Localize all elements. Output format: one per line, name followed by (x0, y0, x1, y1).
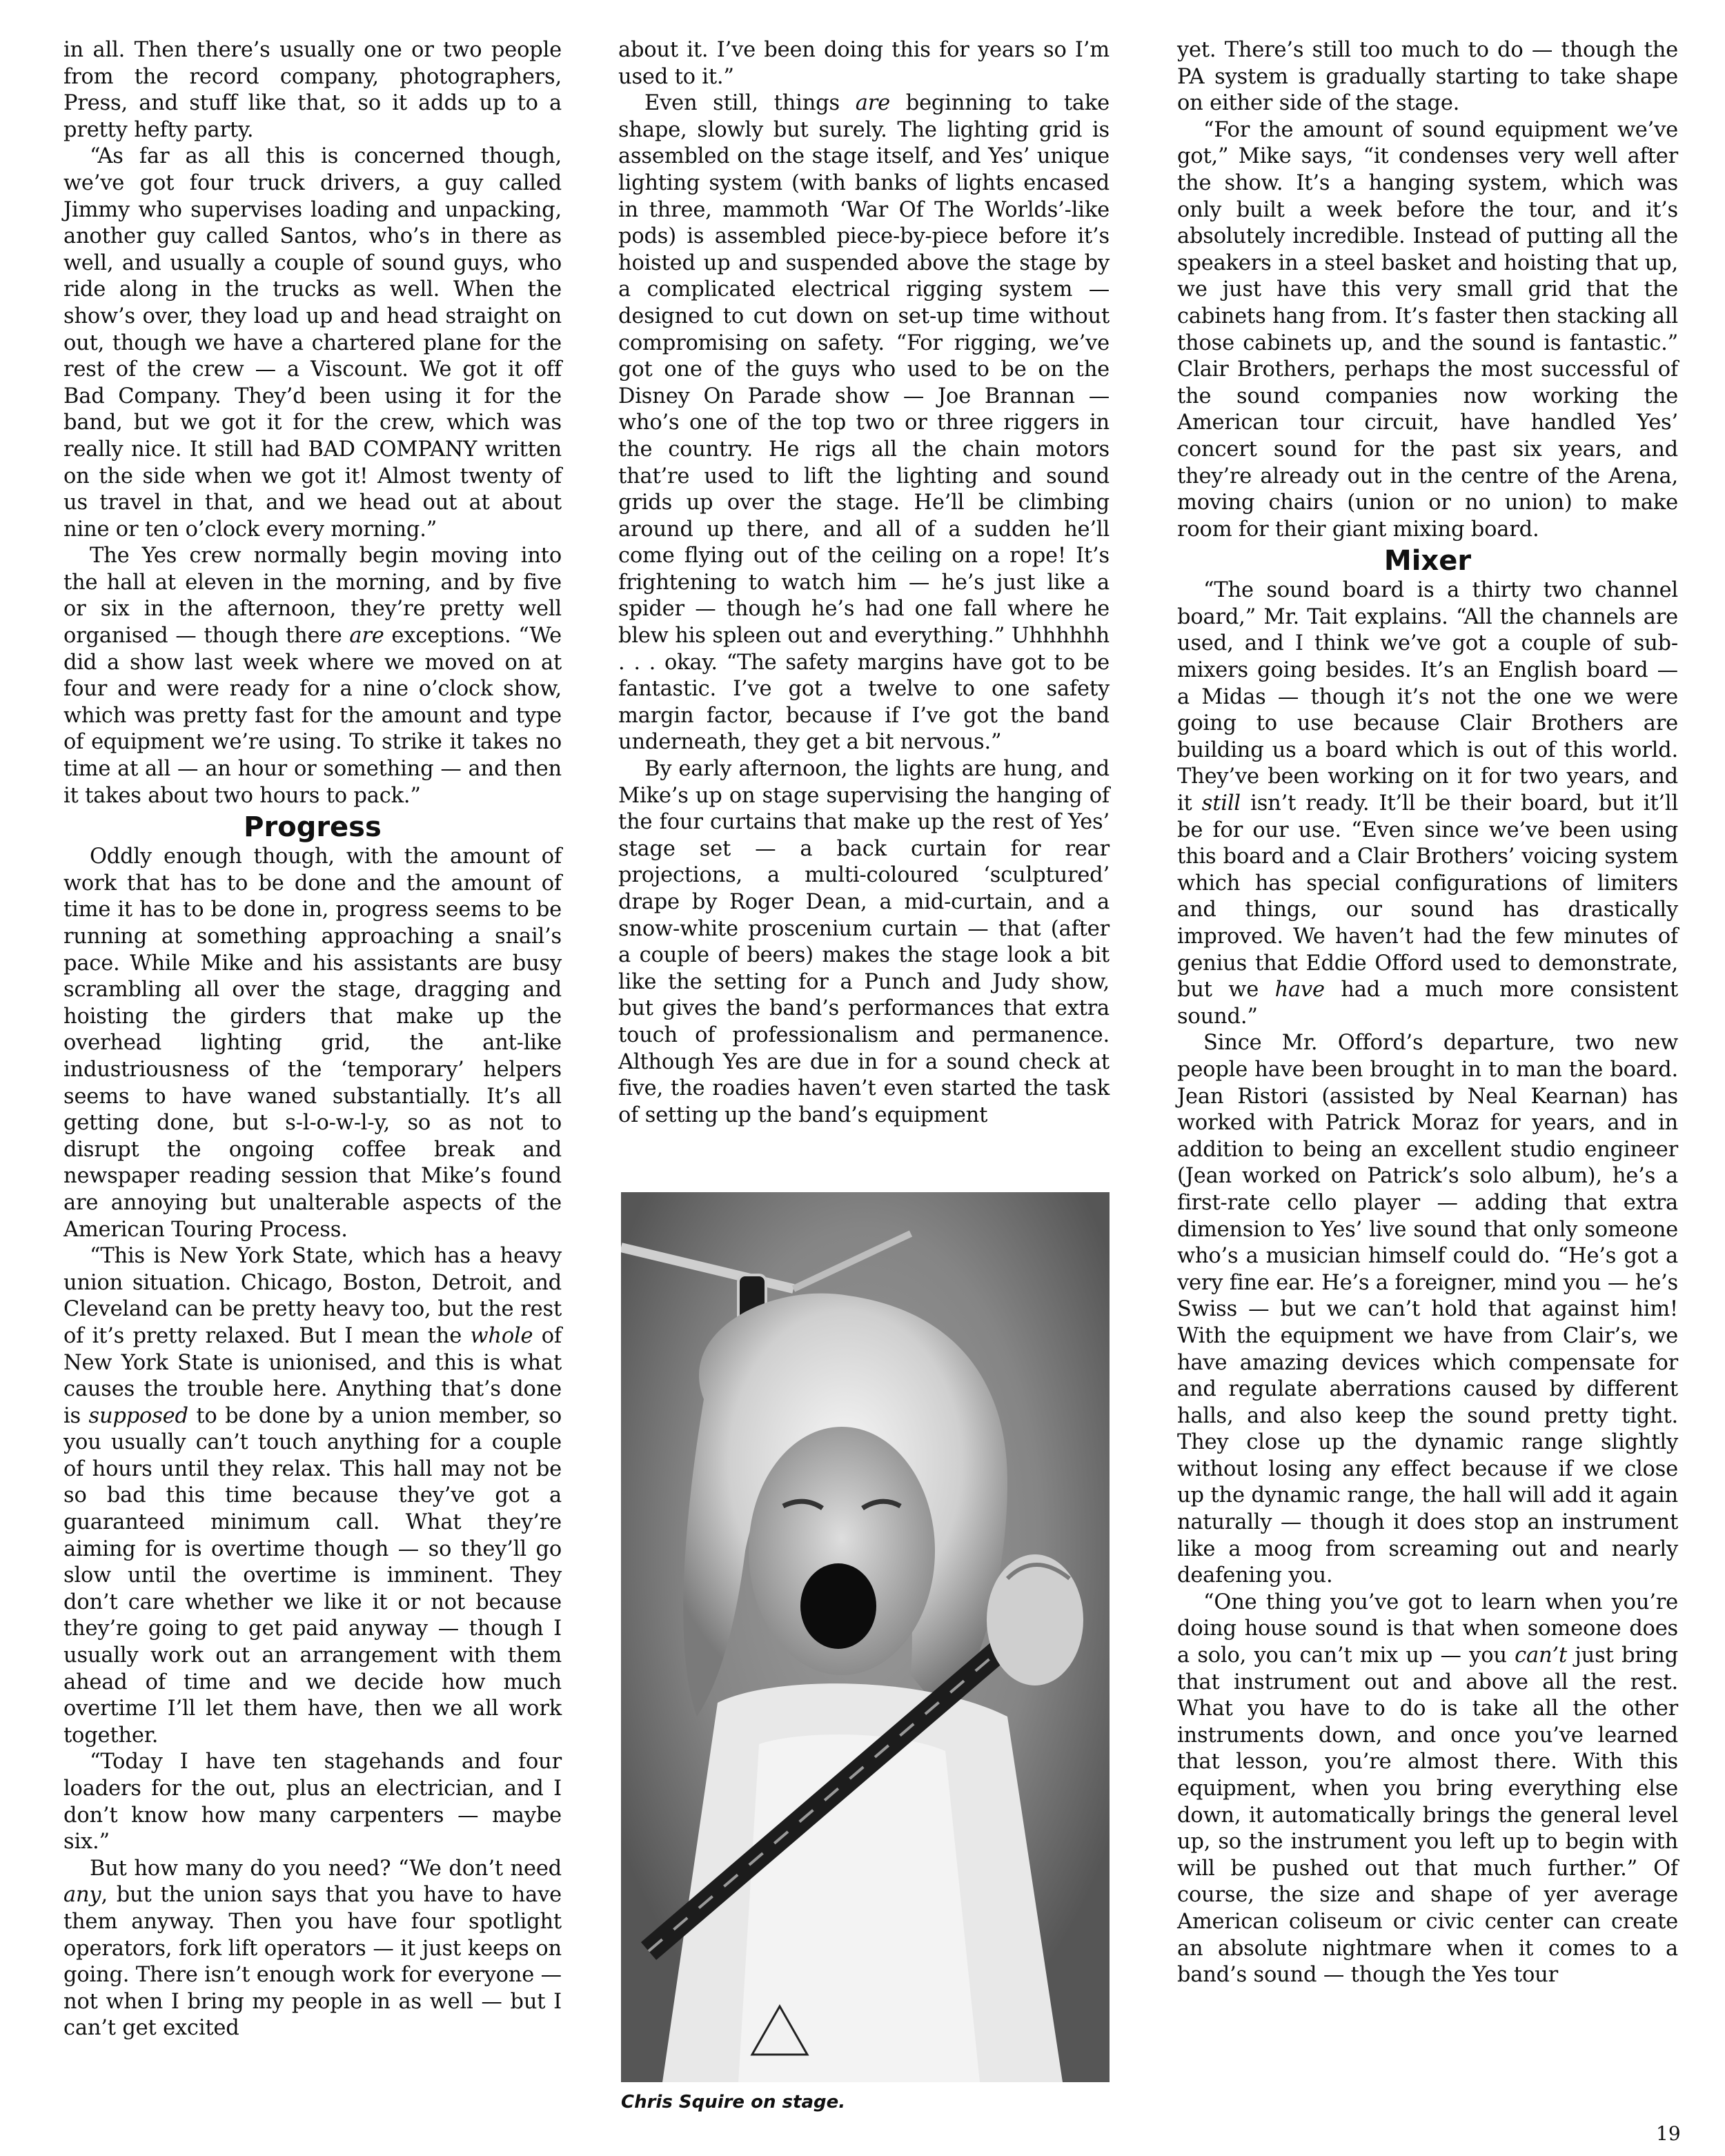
paragraph: Oddly enough though, with the amount of work that has to be done and the amount of time it has to be done in, progress seems to be running at something approaching a snail’s pace. While Mike and his assistants are busy scrambling all over the stage, dragging and hoisting the girders that make up the overhead lighting grid, the ant-like industriousness of the ‘temporary’ helpers seems to have waned substantially. It’s all getting done, but s-l-o-w-l-y, so as not to disrupt the ongoing coffee break and newspaper reading session that Mike’s found are annoying but unalterable aspects of the American Touring Process. (63, 844, 562, 1242)
section-heading-progress: Progress (244, 811, 382, 844)
paragraph: “Today I have ten stagehands and four loaders for the out, plus an electrician, and I don’t know how many carpenters — maybe six.” (63, 1750, 562, 1855)
paragraph: “This is New York State, which has a heavy union situation. Chicago, Boston, Detroit, and Cleveland can be pretty heavy too, but the rest of it’s pretty relaxed. But I mean the whole of New York State is unionised, and this is what causes the trouble here. Anything that’s done is supposed to be done by a union member, so you usually can’t touch anything for a couple of hours until they relax. This hall may not be so bad this time because they’ve got a guaranteed minimum call. What they’re aiming for is overtime though — so they’ll go slow until the overtime is imminent. They don’t care whether we like it or not because they’re going to get paid anyway — though I usually work out an arrangement with them ahead of time and we decide how much overtime I’ll let them have, then we all work together. (63, 1244, 562, 1748)
paragraph: about it. I’ve been doing this for years so I’m used to it.” (618, 38, 1110, 89)
paragraph: “One thing you’ve got to learn when you’re doing house sound is that when someone does a solo, you can’t mix up — you can’t just bring that instrument out and above all the rest. What you have to do is take all the other instruments down, and once you’ve learned that lesson, you’re almost there. With this equipment, when you bring everything else down, it automatically brings the general level up, so the instrument you left up to begin with will be pushed out that much further.” Of course, the size and shape of yer average American coliseum or civic center can create an absolute nightmare when it comes to a band’s sound — though the Yes tour (1177, 1590, 1679, 1988)
page-number: 19 (1656, 2122, 1681, 2145)
paragraph: yet. There’s still too much to do — though the PA system is gradually starting to take shape on either side of the stage. (1177, 38, 1678, 116)
photo-caption: Chris Squire on stage. (621, 2092, 846, 2113)
paragraph: “The sound board is a thirty two channel board,” Mr. Tait explains. “All the channels are used, and I think we’ve got a couple of sub-mixers going besides. It’s an English board — a Midas — though it’s not the one we were going to use because Clair Brothers are building us a board which is out of this world. They’ve been working on it for two years, and it still isn’t ready. It’ll be their board, but it’ll be for our use. “Even since we’ve been using this board and a Clair Brothers’ voicing system which has special configurations of limiters and things, our sound has drastically improved. We haven’t had the few minutes of genius that Eddie Offord used to demonstrate, but we have had a much more consistent sound.” (1177, 578, 1678, 1029)
paragraph: in all. Then there’s usually one or two people from the record company, photographers, Press, and stuff like that, so it adds up to a pretty hefty party. (63, 38, 562, 142)
photo-illustration (621, 1192, 1110, 2082)
paragraph: By early afternoon, the lights are hung, and Mike’s up on stage supervising the hanging of the four curtains that make up the rest of Yes’ stage set — a back curtain for rear projections, a multi-coloured ‘sculptured’ drape by Roger Dean, a mid-curtain, and a snow-white proscenium curtain — that (after a couple of beers) makes the stage look a bit like the setting for a Punch and Judy show, but gives the band’s performances that extra touch of professionalism and permanence. Although Yes are due in for a sound check at five, the roadies haven’t even started the task of setting up the band’s equipment (618, 757, 1110, 1127)
left-column (63, 37, 562, 2042)
concert-photo (621, 1192, 1110, 2082)
paragraph: But how many do you need? “We don’t need any, but the union says that you have to have them anyway. Then you have four spotlight operators, fork lift operators — it just keeps on going. There isn’t enough work for everyone — not when I bring my people in as well — but I can’t get excited (63, 1856, 562, 2041)
section-heading-mixer: Mixer (1383, 545, 1472, 577)
paragraph: “For the amount of sound equipment we’ve got,” Mike says, “it condenses very well after the show. It’s a hanging system, which was only built a week before the tour, and it’s absolutely incredible. Instead of putting all the speakers in a steel basket and hoisting that up, we just have this very small grid that the cabinets hang from. It’s faster then stacking all those cabinets up, and the sound is fantastic.” Clair Brothers, perhaps the most successful of the sound companies now working the American tour circuit, have handled Yes’ concert sound for the past six years, and they’re already out in the centre of the Arena, moving chairs (union or no union) to make room for their giant mixing board. (1177, 117, 1678, 542)
paragraph: The Yes crew normally begin moving into the hall at eleven in the morning, and by five or six in the afternoon, they’re pretty well organised — though there are exceptions. “We did a show last week where we moved on at four and were ready for a nine o’clock show, which was pretty fast for the amount and type of equipment we’re using. To strike it takes no time at all — an hour or something — and then it takes about two hours to pack.” (63, 544, 562, 808)
middle-column (618, 37, 1110, 1129)
paragraph: Since Mr. Offord’s departure, two new people have been brought in to man the board. Jean Ristori (assisted by Neal Kearnan) has worked with Patrick Moraz for years, and in addition to being an excellent studio engineer (Jean worked on Patrick’s solo album), he’s a first-rate cello player — adding that extra dimension to Yes’ live sound that only someone who’s a musician himself could do. “He’s got a very fine ear. He’s a foreigner, mind you — he’s Swiss — but we can’t hold that against him! With the equipment we have from Clair’s, we have amazing devices which compensate for and regulate aberrations caused by different halls, and also keep the sound pretty tight. They close up the dynamic range slightly without losing any effect because if we close up the dynamic range, the hall will add it again naturally — though it does stop an instrument like a moog from screaming out and nearly deafening you. (1177, 1031, 1678, 1588)
paragraph: Even still, things are beginning to take shape, slowly but surely. The lighting grid is assembled on the stage itself, and Yes’ unique lighting system (with banks of lights encased in three, mammoth ‘War Of The Worlds’-like pods) is assembled piece-by-piece before it’s hoisted up and suspended above the stage by a complicated electrical rigging system — designed to cut down on set-up time without compromising on safety. “For rigging, we’ve got one of the guys who used to be on the Disney On Parade show — Joe Brannan — who’s one of the top two or three riggers in the country. He rigs all the chain motors that’re used to lift the lighting and sound grids up over the stage. He’ll be climbing around up there, and all of a sudden he’ll come flying out of the ceiling on a rope! It’s frightening to watch him — he’s just like a spider — though he’s had one fall where he blew his spleen out and everything.” Uhhhhhh . . . okay. “The safety margins have got to be fantastic. I’ve got a twelve to one safety margin factor, because if I’ve got the band underneath, they get a bit nervous.” (618, 91, 1110, 755)
paragraph: “As far as all this is concerned though, we’ve got four truck drivers, a guy called Jimmy who supervises loading and unpacking, another guy called Santos, who’s in there as well, and usually a couple of sound guys, who ride along in the trucks as well. When the show’s over, they load up and head straight on out, though we have a chartered plane for the rest of the crew — a Viscount. We got it off Bad Company. They’d been using it for the band, but we got it for the crew, which was really nice. It still had BAD COMPANY written on the side when we got it! Almost twenty of us travel in that, and we head out at about nine or ten o’clock every morning.” (63, 144, 562, 542)
right-column (1177, 37, 1678, 1989)
